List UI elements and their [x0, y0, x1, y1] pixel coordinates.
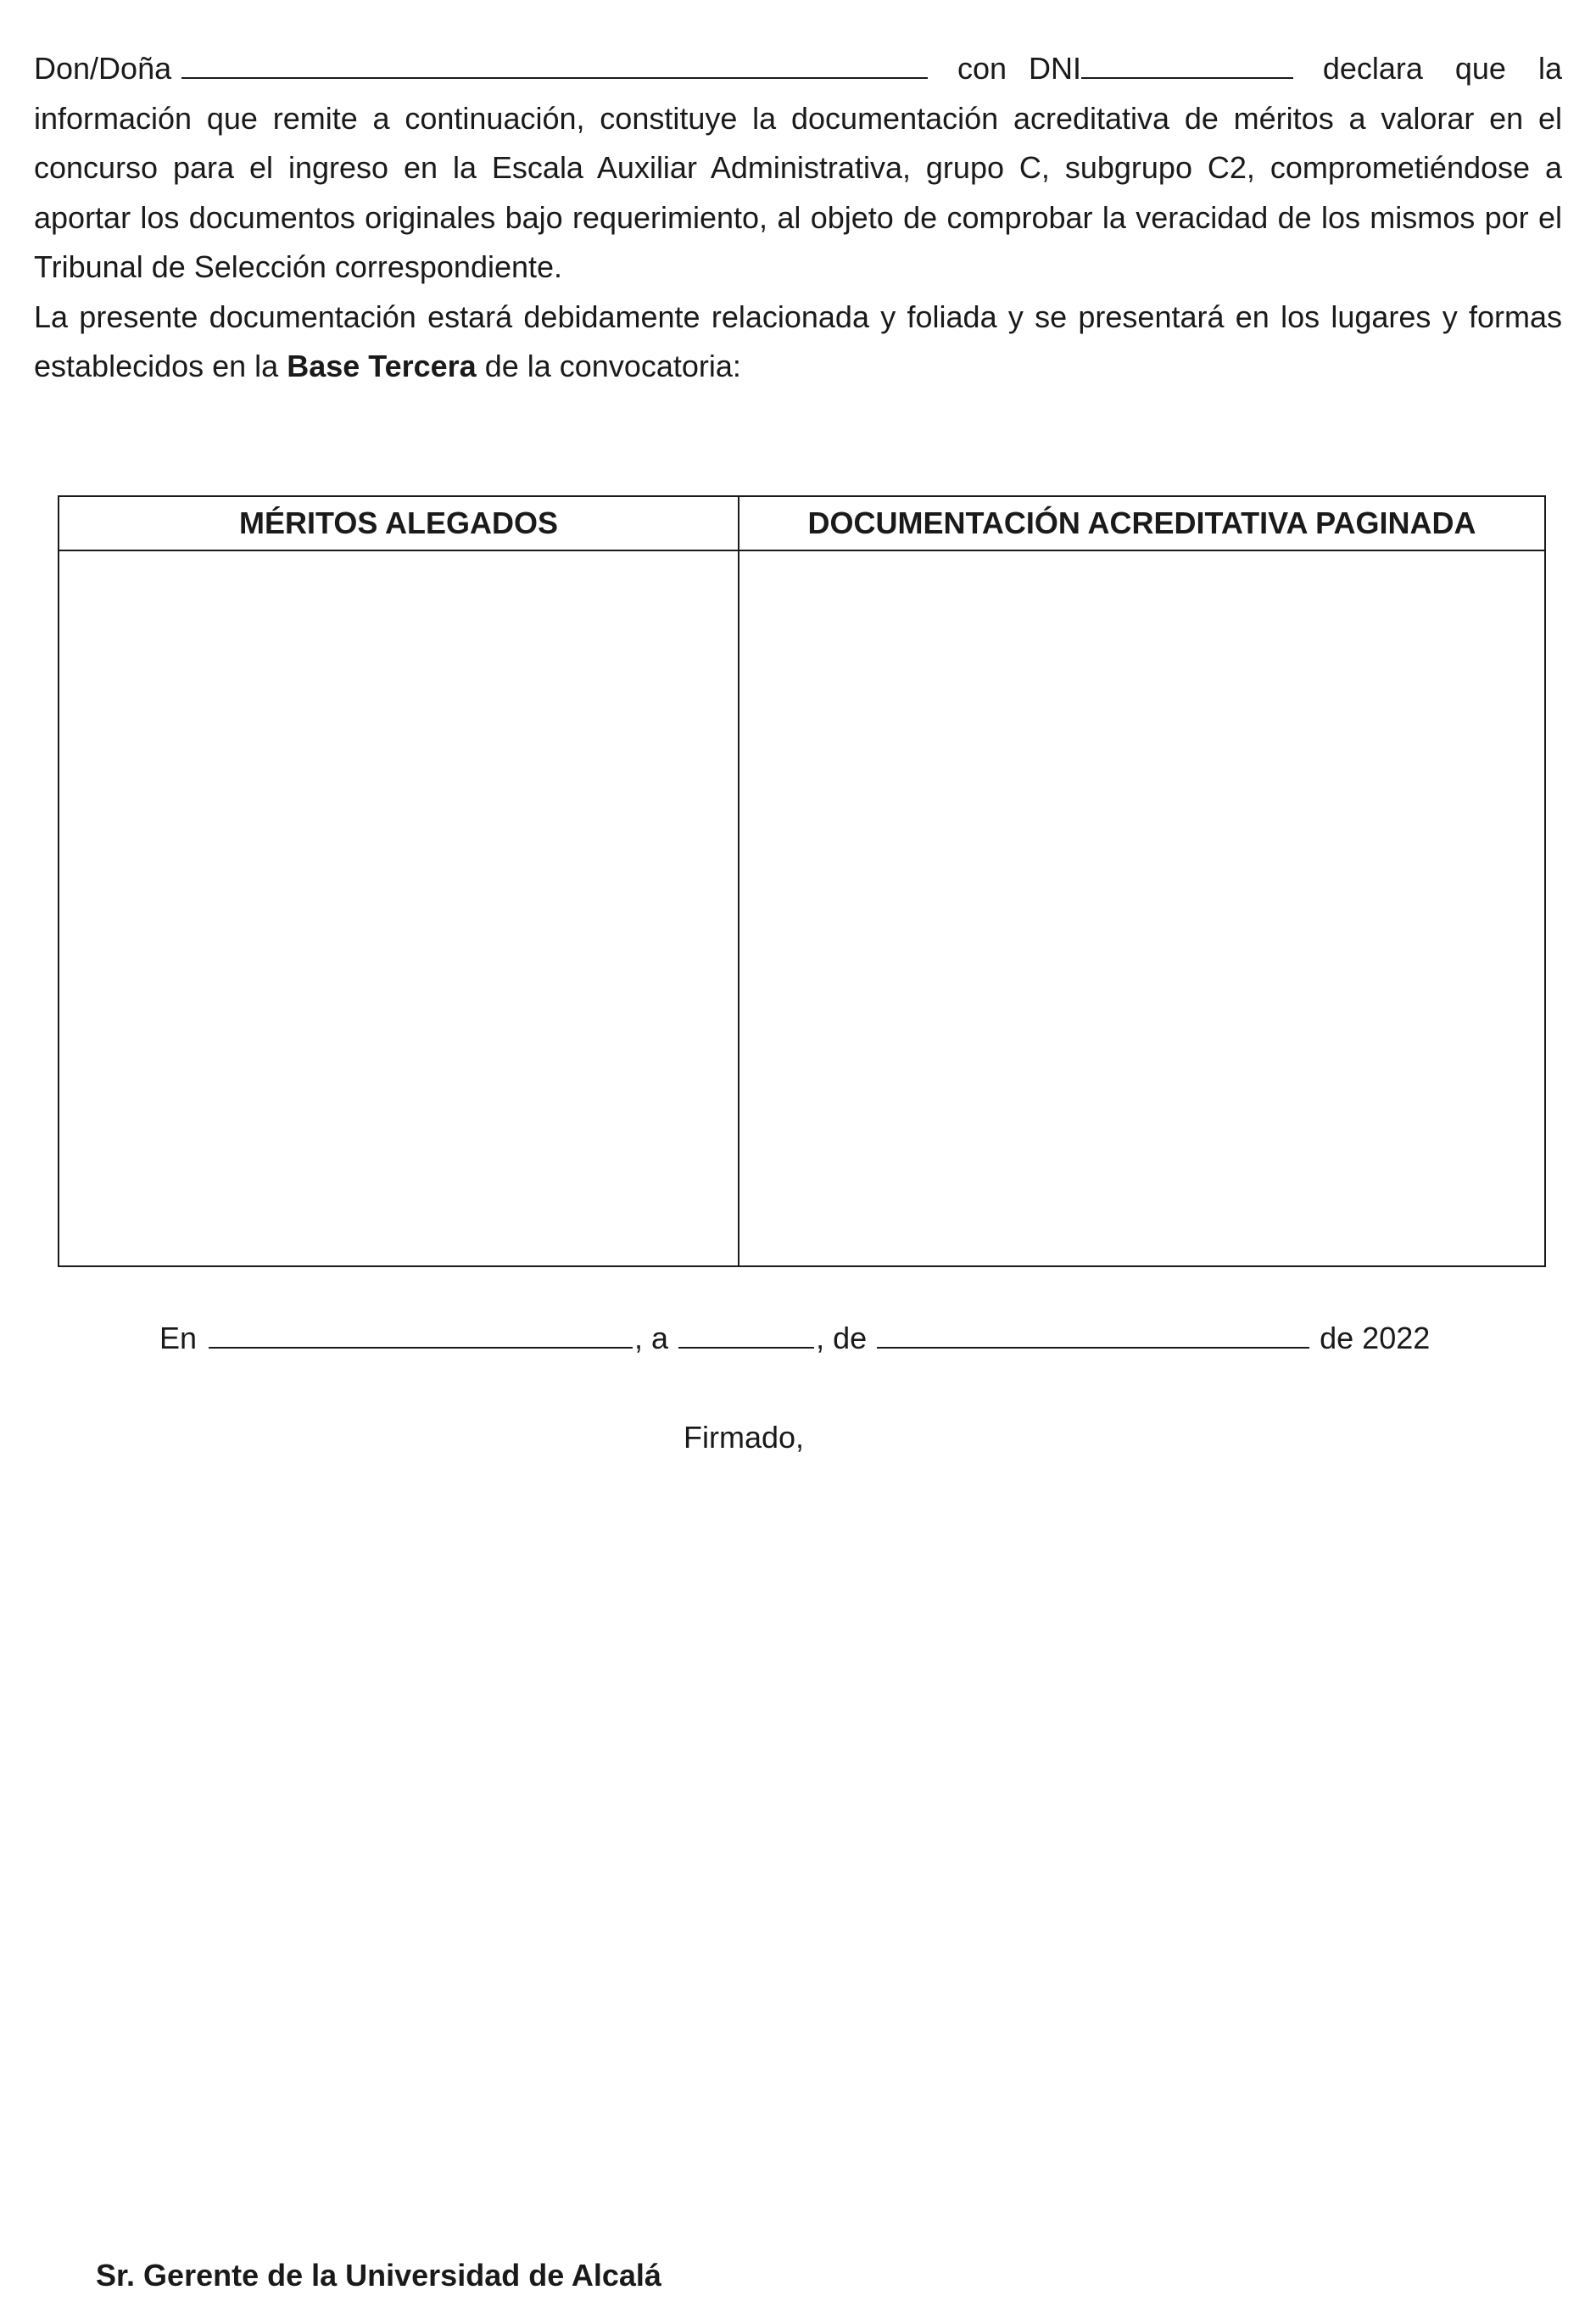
- a-label: , a: [634, 1321, 669, 1355]
- merits-table: [58, 495, 1546, 1267]
- declara-word: declara: [1322, 51, 1423, 86]
- documentacion-cell[interactable]: [739, 550, 1545, 1266]
- dni-label: DNI: [1028, 51, 1081, 86]
- en-label: En: [159, 1321, 198, 1355]
- paragraph-2-after: de la convocatoria:: [476, 349, 741, 383]
- firmado-label: Firmado,: [684, 1420, 805, 1455]
- day-blank-line[interactable]: [678, 1316, 814, 1349]
- declaration-text: [34, 44, 1562, 392]
- la-word: la: [1537, 51, 1562, 86]
- declara-que-la: [1323, 44, 1562, 94]
- name-blank-line[interactable]: [181, 47, 928, 79]
- table-row: [59, 550, 1545, 1266]
- place-blank-line[interactable]: [209, 1316, 633, 1349]
- recipient-line: Sr. Gerente de la Universidad de Alcalá: [96, 2258, 661, 2293]
- dni-blank-line[interactable]: [1081, 47, 1293, 79]
- declaration-first-line: [34, 44, 1562, 94]
- de-label: , de: [816, 1321, 868, 1355]
- paragraph-2-before: La presente documentación estará debidamente relacionada y foliada y se presentará en los lugares y formas establecidos en la: [34, 299, 1562, 383]
- meritos-cell[interactable]: [59, 550, 739, 1266]
- header-documentacion-acreditativa: DOCUMENTACIÓN ACREDITATIVA PAGINADA: [739, 496, 1545, 550]
- dni-field-group: [957, 44, 1293, 94]
- don-dona-label: Don/Doña: [34, 51, 172, 86]
- con-label: con: [957, 51, 1007, 86]
- que-word: que: [1454, 51, 1506, 86]
- declaration-paragraph-1: información que remite a continuación, constituye la documentación acreditativa de méritos a valorar en el concurso para el ingreso en la Escala Auxiliar Administrativa, grupo C, subgrupo C2, comprometiéndose a aportar los documentos originales bajo requerimiento, al objeto de comprobar la veracidad de los mismos por el Tribunal de Selección correspondiente.: [34, 100, 1562, 284]
- header-meritos-alegados: MÉRITOS ALEGADOS: [59, 496, 739, 550]
- year-label: de 2022: [1320, 1321, 1431, 1355]
- month-blank-line[interactable]: [877, 1316, 1309, 1349]
- table-header-row: [59, 496, 1545, 550]
- base-tercera-bold: Base Tercera: [287, 349, 477, 383]
- name-field-group: [34, 44, 928, 94]
- declaration-paragraph-2: [34, 293, 1562, 392]
- place-date-line: [159, 1313, 1430, 1364]
